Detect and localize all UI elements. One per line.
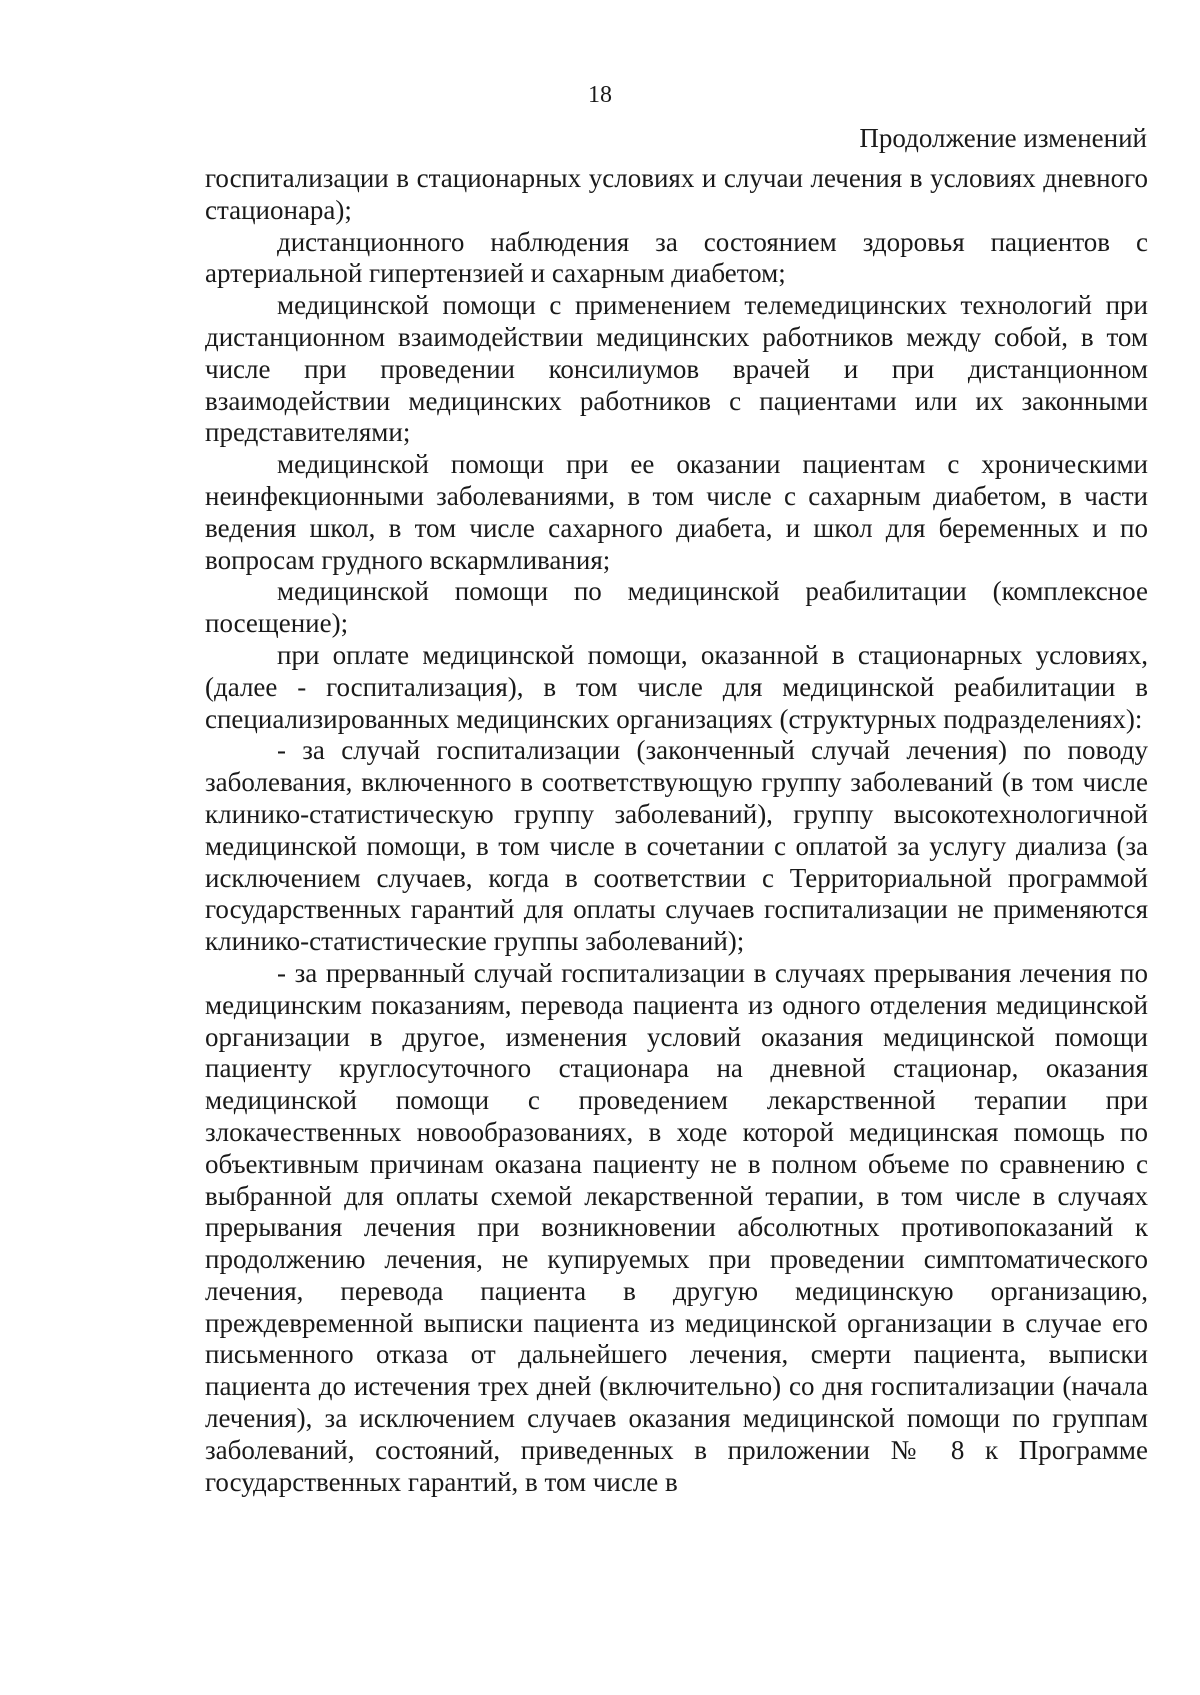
- paragraph-interrupted-case: - за прерванный случай госпитализации в случаях прерывания лечения по медицинским показаниям, перевода пациента из одного отделения медицинской организации в другое, изменения условий оказания медицинской помощи пациенту круглосуточного стационара на дневной стационар, оказания медицинской помощи с проведением лекарственной терапии при злокачественных новообразованиях, в ходе которой медицинская помощь по объективным причинам оказана пациенту не в полном объеме по сравнению с выбранной для оплаты схемой лекарственной терапии, в том числе в случаях прерывания лечения при возникновении абсолютных противопоказаний к продолжению лечения, не купируемых при проведении симптоматического лечения, перевода пациента в другую медицинскую организацию, преждевременной выписки пациента из медицинской организации в случае его письменного отказа от дальнейшего лечения, смерти пациента, выписки пациента до истечения трех дней (включительно) со дня госпитализации (начала лечения), за исключением случаев оказания медицинской помощи по группам заболеваний, состояний, приведенных в приложении № 8 к Программе государственных гарантий, в том числе в: [205, 957, 1148, 1497]
- paragraph-inpatient-payment: при оплате медицинской помощи, оказанной в стационарных условиях, (далее - госпитализация), в том числе для медицинской реабилитации в специализированных медицинских организациях (структурных подразделениях):: [205, 639, 1148, 734]
- page-number: 18: [588, 82, 612, 108]
- paragraph-completed-case: - за случай госпитализации (законченный случай лечения) по поводу заболевания, включенного в соответствующую группу заболеваний (в том числе клинико-статистическую группу заболеваний), группу высокотехнологичной медицинской помощи, в том числе в сочетании с оплатой за услугу диализа (за исключением случаев, когда в соответствии с Территориальной программой государственных гарантий для оплаты случаев госпитализации не применяются клинико-статистические группы заболеваний);: [205, 735, 1148, 957]
- paragraph-hospitalization-continued: госпитализации в стационарных условиях и случаи лечения в условиях дневного стационара);: [205, 163, 1148, 225]
- paragraph-remote-monitoring: дистанционного наблюдения за состоянием здоровья пациентов с артериальной гипертензией и сахарным диабетом;: [205, 226, 1148, 289]
- paragraph-chronic-diseases-schools: медицинской помощи при ее оказании пациентам с хроническими неинфекционными заболеваниями, в том числе с сахарным диабетом, в части ведения школ, в том числе сахарного диабета, и школ для беременных и по вопросам грудного вскармливания;: [205, 449, 1148, 575]
- document-body: [205, 163, 1148, 1498]
- continuation-label: Продолжение изменений: [859, 123, 1147, 153]
- paragraph-rehabilitation: медицинской помощи по медицинской реабилитации (комплексное посещение);: [205, 576, 1148, 639]
- paragraph-telemedicine: медицинской помощи с применением телемедицинских технологий при дистанционном взаимодействии медицинских работников между собой, в том числе при проведении консилиумов врачей и при дистанционном взаимодействии медицинских работников с пациентами или их законными представителями;: [205, 290, 1148, 448]
